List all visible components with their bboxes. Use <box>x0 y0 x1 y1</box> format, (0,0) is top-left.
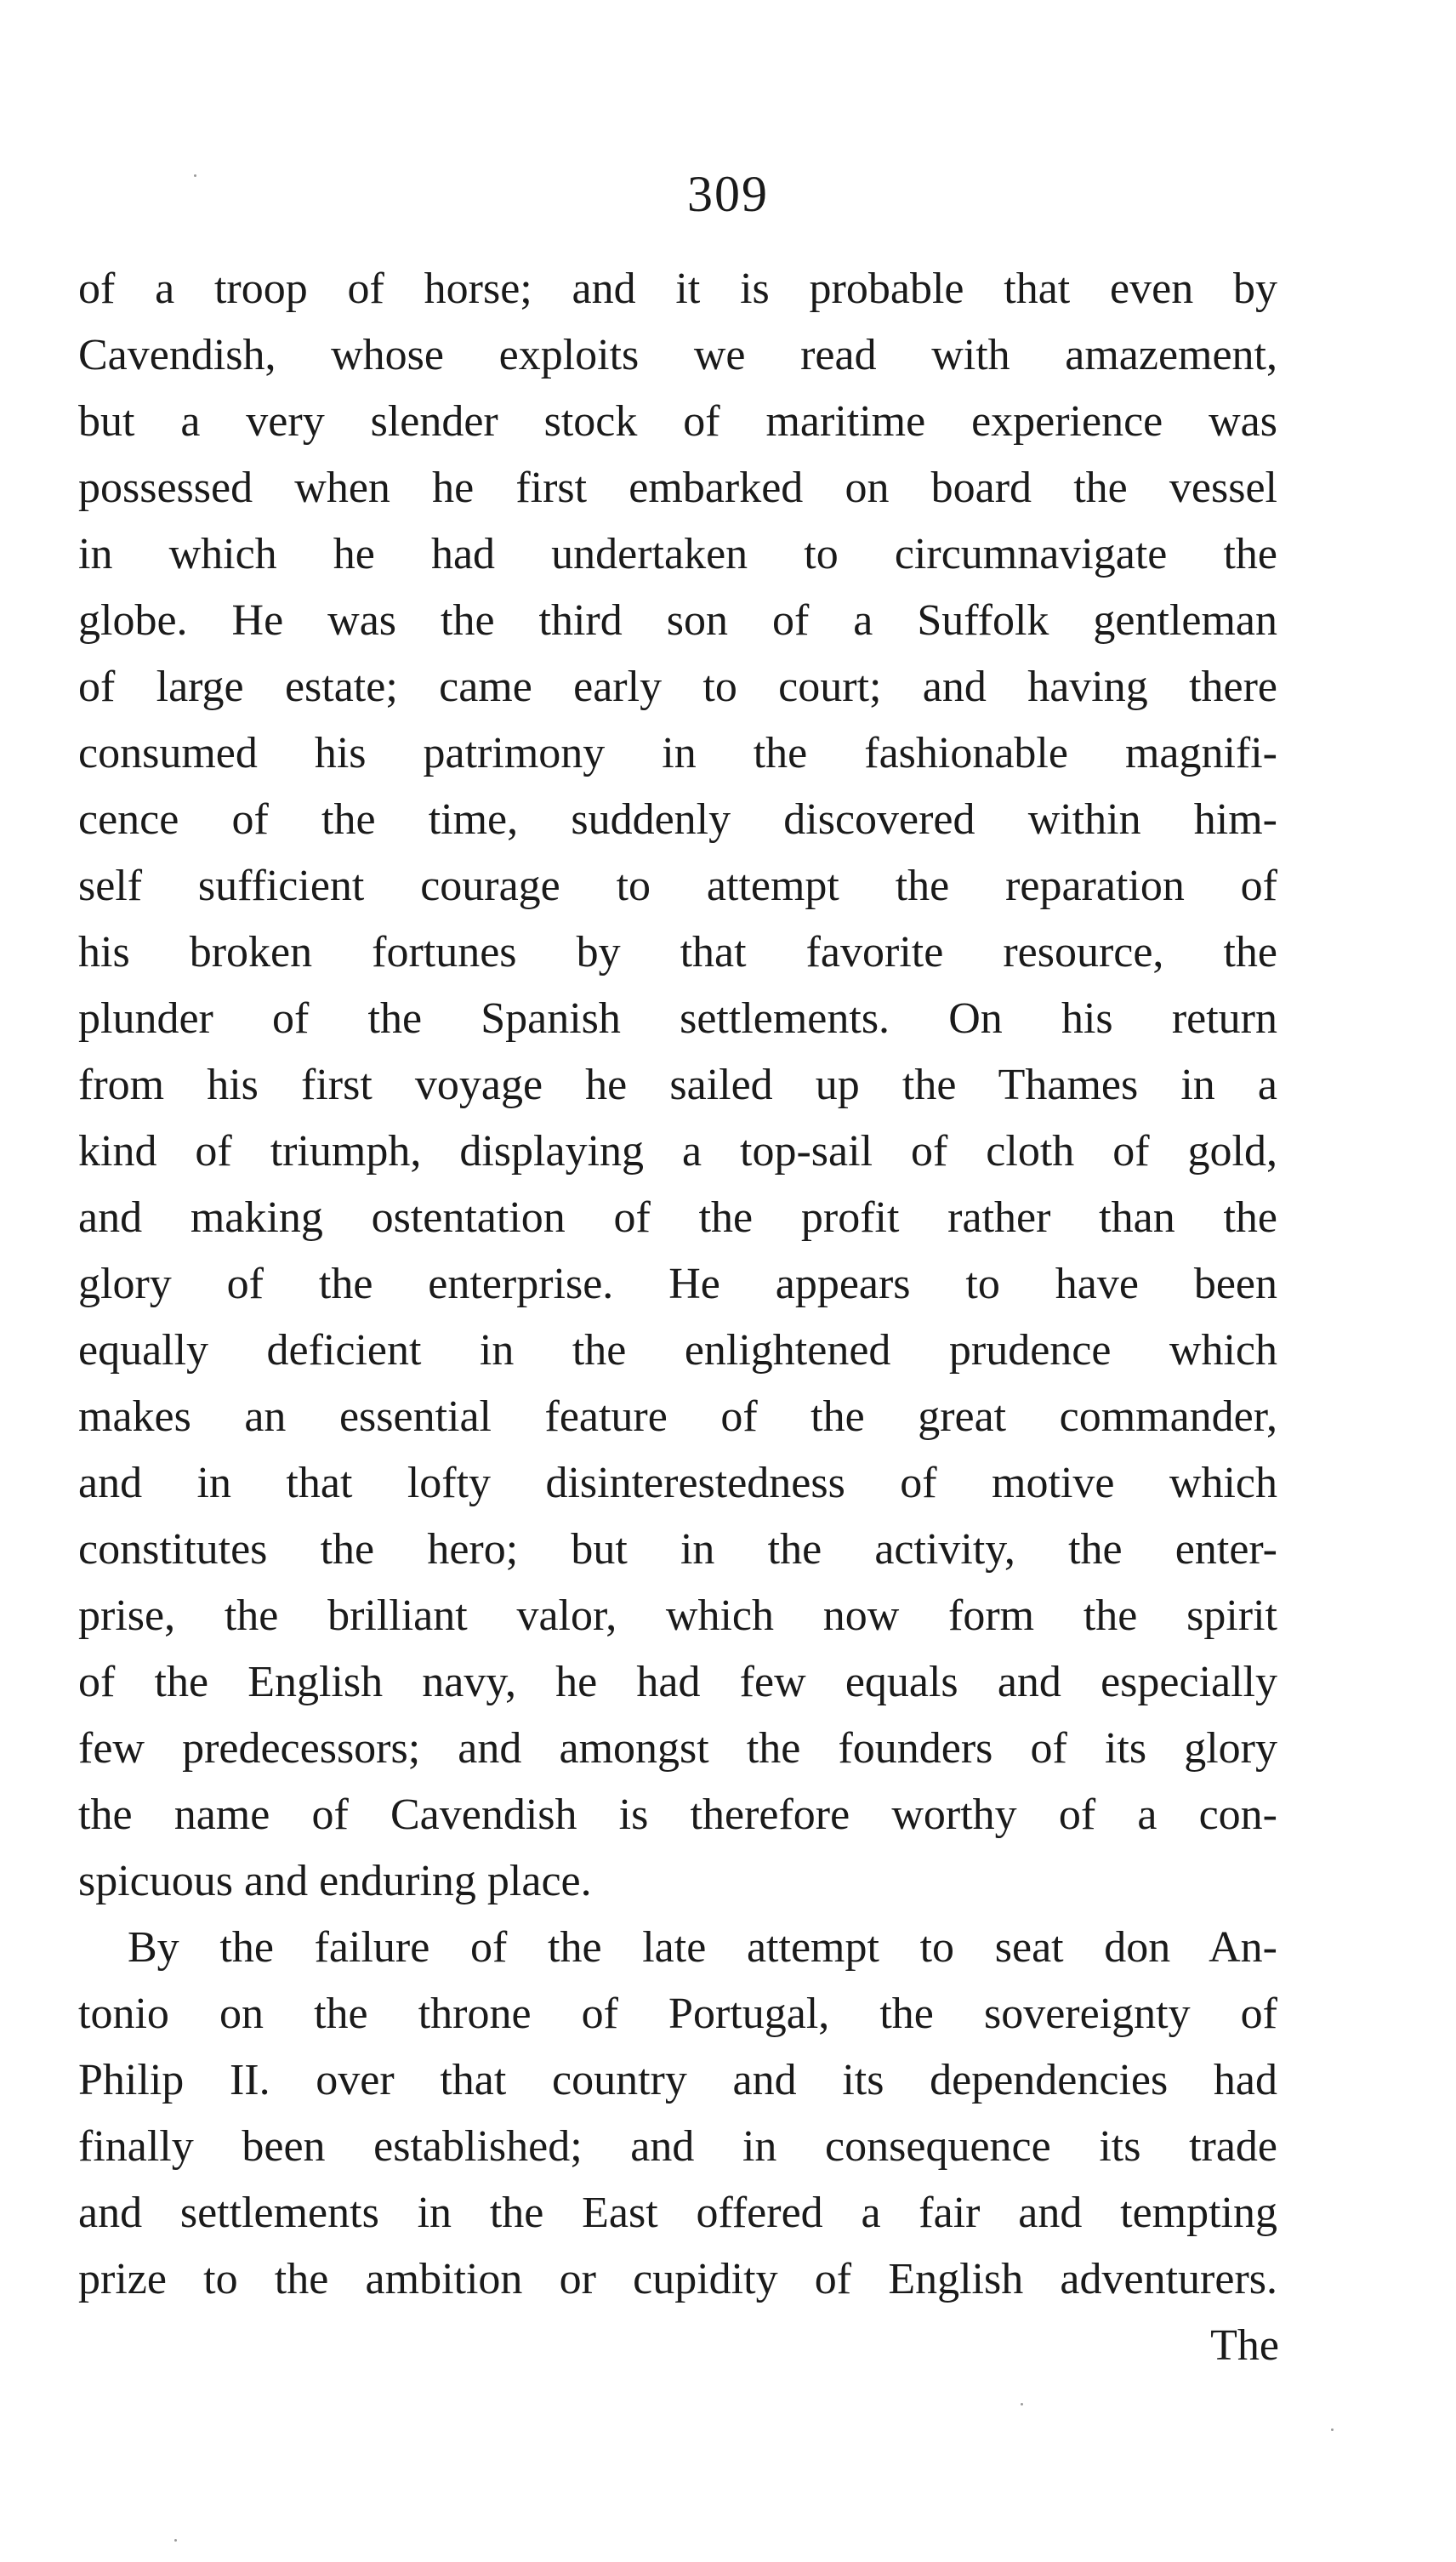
text-line: his broken fortunes by that favorite resource, the <box>78 928 1277 976</box>
text-line: prize to the ambition or cupidity of English adventurers. <box>78 2255 1277 2303</box>
text-line: Cavendish, whose exploits we read with amazement, <box>78 331 1277 379</box>
text-line: plunder of the Spanish settlements. On his return <box>78 994 1277 1043</box>
text-line: kind of triumph, displaying a top-sail of cloth of gold, <box>78 1127 1277 1176</box>
text-line: of large estate; came early to court; and having there <box>78 663 1277 711</box>
text-line: and making ostentation of the profit rather than the <box>78 1193 1277 1242</box>
text-line: constitutes the hero; but in the activity, the enter- <box>78 1525 1277 1574</box>
text-line: of the English navy, he had few equals and especially <box>78 1658 1277 1706</box>
text-line: in which he had undertaken to circumnavigate the <box>78 530 1277 578</box>
page-speck <box>1021 2403 1023 2405</box>
text-line: from his first voyage he sailed up the Thames in a <box>78 1061 1277 1109</box>
text-line: possessed when he first embarked on board the vessel <box>78 464 1277 512</box>
catchword: The <box>1210 2321 1279 2370</box>
text-line: finally been established; and in consequence its trade <box>78 2122 1277 2171</box>
text-line: and settlements in the East offered a fair and tempting <box>78 2189 1277 2237</box>
page-speck <box>174 2539 177 2542</box>
text-line: the name of Cavendish is therefore worthy of a con- <box>78 1791 1277 1839</box>
text-line: consumed his patrimony in the fashionable magnifi- <box>78 729 1277 777</box>
text-line: few predecessors; and amongst the founders of its glory <box>78 1724 1277 1773</box>
page-number: 309 <box>687 166 769 222</box>
text-line: spicuous and enduring place. <box>78 1857 592 1905</box>
text-line: cence of the time, suddenly discovered within him- <box>78 795 1277 844</box>
text-line: glory of the enterprise. He appears to have been <box>78 1260 1277 1308</box>
text-line: equally deficient in the enlightened prudence which <box>78 1326 1277 1375</box>
text-line: but a very slender stock of maritime experience was <box>78 397 1277 446</box>
text-line: Philip II. over that country and its dependencies had <box>78 2056 1277 2104</box>
text-line: makes an essential feature of the great commander, <box>78 1392 1277 1441</box>
page-speck <box>1331 2428 1334 2431</box>
text-line: prise, the brilliant valor, which now form the spirit <box>78 1591 1277 1640</box>
text-line: tonio on the throne of Portugal, the sovereignty of <box>78 1990 1277 2038</box>
text-line: By the failure of the late attempt to seat don An- <box>128 1923 1277 1972</box>
text-line: and in that lofty disinterestedness of motive which <box>78 1459 1277 1507</box>
text-line: self sufficient courage to attempt the reparation of <box>78 862 1277 910</box>
text-line: globe. He was the third son of a Suffolk gentleman <box>78 596 1277 645</box>
text-line: of a troop of horse; and it is probable that even by <box>78 265 1277 313</box>
